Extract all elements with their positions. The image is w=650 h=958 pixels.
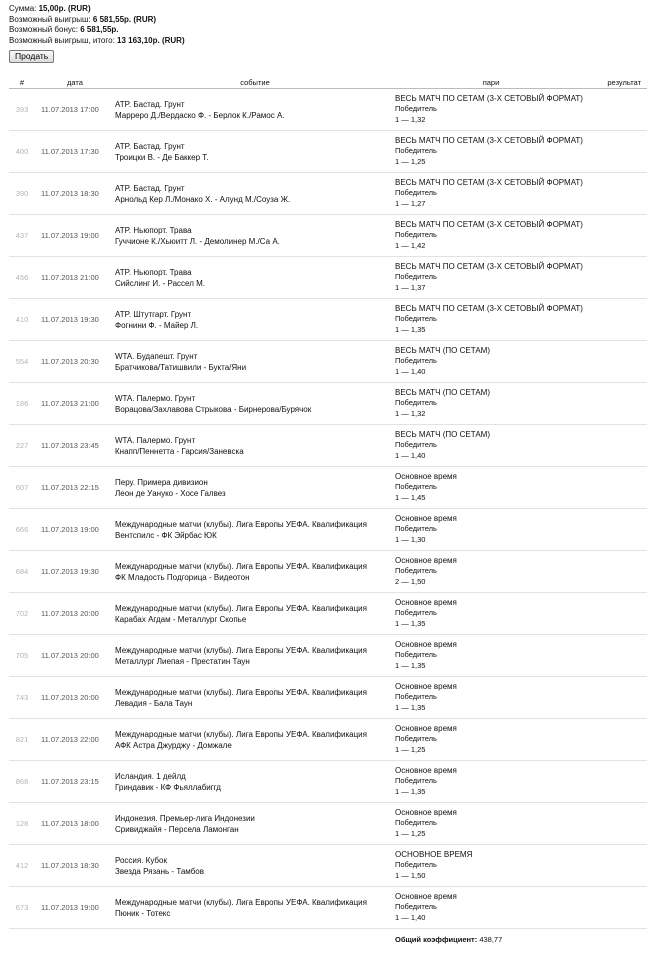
bet-odds: 1 — 1,25 [395, 828, 426, 838]
bet-outcome: Победитель [395, 860, 437, 870]
bet-market: Основное время [395, 555, 457, 565]
table-row [9, 89, 647, 131]
bet-outcome: Победитель [395, 356, 437, 366]
header-bet: пари [395, 76, 587, 89]
bet-event [115, 467, 395, 509]
bet-event [115, 761, 395, 803]
event-league: Международные матчи (клубы). Лига Европы УЕФА. Квалификация [115, 519, 367, 529]
event-teams: Троицки В. - Де Баккер Т. [115, 152, 209, 162]
bet-odds: 1 — 1,35 [395, 702, 426, 712]
table-row [9, 383, 647, 425]
event-teams: Металлург Лиепая - Престатин Таун [115, 656, 250, 666]
bet-market: ВЕСЬ МАТЧ (ПО СЕТАМ) [395, 345, 490, 355]
bet-market: Основное время [395, 471, 457, 481]
bet-result [587, 761, 647, 803]
event-league: Международные матчи (клубы). Лига Европы УЕФА. Квалификация [115, 603, 367, 613]
bet-details [395, 635, 587, 677]
bet-details [395, 509, 587, 551]
bet-outcome: Победитель [395, 188, 437, 198]
bet-number: 437 [9, 215, 35, 257]
bet-number: 868 [9, 761, 35, 803]
table-row [9, 131, 647, 173]
bet-number: 227 [9, 425, 35, 467]
bet-outcome: Победитель [395, 314, 437, 324]
event-league: ATP. Ньюпорт. Трава [115, 225, 192, 235]
bet-date: 11.07.2013 20:00 [35, 593, 115, 635]
event-teams: Гуччионе К./Хьюитт Л. - Демолинер М./Са А. [115, 236, 280, 246]
bet-market: Основное время [395, 723, 457, 733]
bet-outcome: Победитель [395, 566, 437, 576]
bet-odds: 1 — 1,35 [395, 618, 426, 628]
table-header-row [9, 76, 647, 89]
total-win-line [9, 36, 185, 47]
header-result: результат [587, 76, 647, 89]
event-league: ATP. Штутгарт. Грунт [115, 309, 192, 319]
bet-outcome: Победитель [395, 104, 437, 114]
bet-result [587, 257, 647, 299]
bet-market: ВЕСЬ МАТЧ ПО СЕТАМ (3-Х СЕТОВЫЙ ФОРМАТ) [395, 303, 583, 313]
bet-details [395, 887, 587, 929]
bet-number: 702 [9, 593, 35, 635]
bet-number: 554 [9, 341, 35, 383]
bet-event [115, 425, 395, 467]
stake-label: Сумма: [9, 4, 37, 13]
bet-details [395, 299, 587, 341]
bet-market: ВЕСЬ МАТЧ ПО СЕТАМ (3-Х СЕТОВЫЙ ФОРМАТ) [395, 93, 583, 103]
bet-event [115, 635, 395, 677]
bet-event [115, 887, 395, 929]
event-teams: Фогнини Ф. - Майер Л. [115, 320, 199, 330]
bet-date: 11.07.2013 18:00 [35, 803, 115, 845]
stake-line [9, 4, 185, 15]
event-league: Международные матчи (клубы). Лига Европы УЕФА. Квалификация [115, 897, 367, 907]
bet-event [115, 215, 395, 257]
bet-result [587, 89, 647, 131]
event-league: ATP. Бастад. Грунт [115, 99, 185, 109]
bet-details [395, 131, 587, 173]
event-teams: Сийслинг И. - Рассел М. [115, 278, 205, 288]
header-number: # [9, 76, 35, 89]
bet-odds: 1 — 1,35 [395, 324, 426, 334]
event-league: Международные матчи (клубы). Лига Европы УЕФА. Квалификация [115, 729, 367, 739]
bet-number: 705 [9, 635, 35, 677]
table-row [9, 677, 647, 719]
bet-details [395, 593, 587, 635]
table-row [9, 887, 647, 929]
possible-win-label: Возможный выигрыш: [9, 14, 91, 24]
event-league: WTA. Будапешт. Грунт [115, 351, 198, 361]
bet-date: 11.07.2013 20:00 [35, 635, 115, 677]
bets-table-body [9, 89, 647, 950]
event-teams: Левадия - Бала Таун [115, 698, 193, 708]
event-league: Международные матчи (клубы). Лига Европы УЕФА. Квалификация [115, 687, 367, 697]
bet-number: 743 [9, 677, 35, 719]
total-win-value: 13 163,10р. (RUR) [117, 35, 185, 45]
possible-bonus-line [9, 25, 185, 36]
bet-number: 666 [9, 509, 35, 551]
event-teams: Карабах Агдам - Металлург Скопье [115, 614, 247, 624]
bet-odds: 1 — 1,27 [395, 198, 426, 208]
event-teams: Вентспилс - ФК Эйрбас ЮК [115, 530, 217, 540]
event-teams: Звезда Рязань - Тамбов [115, 866, 204, 876]
bet-event [115, 299, 395, 341]
bet-outcome: Победитель [395, 902, 437, 912]
bet-details [395, 761, 587, 803]
event-league: WTA. Палермо. Грунт [115, 435, 196, 445]
bet-details [395, 677, 587, 719]
table-row [9, 509, 647, 551]
event-teams: Арнольд Кер Л./Монако Х. - Алунд М./Соуза Ж. [115, 194, 291, 204]
bet-market: Основное время [395, 639, 457, 649]
bet-result [587, 803, 647, 845]
bet-event [115, 131, 395, 173]
bet-number: 390 [9, 173, 35, 215]
bet-number: 821 [9, 719, 35, 761]
bet-market: ВЕСЬ МАТЧ (ПО СЕТАМ) [395, 429, 490, 439]
bet-outcome: Победитель [395, 482, 437, 492]
bet-outcome: Победитель [395, 230, 437, 240]
table-row [9, 845, 647, 887]
total-spacer-1 [9, 929, 35, 950]
bet-market: ВЕСЬ МАТЧ (ПО СЕТАМ) [395, 387, 490, 397]
bet-market: Основное время [395, 765, 457, 775]
bet-result [587, 551, 647, 593]
bet-date: 11.07.2013 17:00 [35, 89, 115, 131]
bet-outcome: Победитель [395, 272, 437, 282]
event-teams: Леон де Уануко - Хосе Галвез [115, 488, 226, 498]
table-row [9, 425, 647, 467]
bet-event [115, 383, 395, 425]
table-row [9, 173, 647, 215]
total-spacer-3 [115, 929, 395, 950]
bet-market: Основное время [395, 891, 457, 901]
header-date: дата [35, 76, 115, 89]
table-row [9, 551, 647, 593]
bet-event [115, 803, 395, 845]
table-row [9, 257, 647, 299]
bet-date: 11.07.2013 17:30 [35, 131, 115, 173]
header-event: событие [115, 76, 395, 89]
event-teams: Сривиджайя - Персела Ламонган [115, 824, 239, 834]
bet-number: 607 [9, 467, 35, 509]
bet-date: 11.07.2013 19:30 [35, 299, 115, 341]
bet-date: 11.07.2013 19:30 [35, 551, 115, 593]
bet-odds: 1 — 1,40 [395, 366, 426, 376]
event-teams: Пюник - Тотекс [115, 908, 171, 918]
bet-market: ВЕСЬ МАТЧ ПО СЕТАМ (3-Х СЕТОВЫЙ ФОРМАТ) [395, 219, 583, 229]
event-teams: Марреро Д./Вердаско Ф. - Берлок К./Рамос А. [115, 110, 285, 120]
bet-number: 410 [9, 299, 35, 341]
event-teams: ФК Младость Подгорица - Видеотон [115, 572, 250, 582]
bet-odds: 2 — 1,50 [395, 576, 426, 586]
bet-outcome: Победитель [395, 608, 437, 618]
bet-odds: 1 — 1,37 [395, 282, 426, 292]
bet-market: Основное время [395, 807, 457, 817]
event-teams: Братчикова/Татишвили - Букта/Яни [115, 362, 247, 372]
possible-win-line [9, 15, 185, 26]
bet-odds: 1 — 1,25 [395, 744, 426, 754]
total-row [9, 929, 647, 950]
event-league: WTA. Палермо. Грунт [115, 393, 196, 403]
bet-event [115, 89, 395, 131]
bet-outcome: Победитель [395, 818, 437, 828]
bet-odds: 1 — 1,30 [395, 534, 426, 544]
bet-event [115, 845, 395, 887]
bet-details [395, 173, 587, 215]
bet-odds: 1 — 1,35 [395, 786, 426, 796]
bet-details [395, 845, 587, 887]
bet-event [115, 719, 395, 761]
bet-details [395, 803, 587, 845]
bet-result [587, 425, 647, 467]
bet-event [115, 173, 395, 215]
event-league: Международные матчи (клубы). Лига Европы УЕФА. Квалификация [115, 645, 367, 655]
bet-result [587, 341, 647, 383]
event-league: ATP. Бастад. Грунт [115, 183, 185, 193]
bet-market: Основное время [395, 681, 457, 691]
bet-number: 393 [9, 89, 35, 131]
possible-win-value: 6 581,55р. (RUR) [92, 14, 157, 24]
sell-button[interactable]: Продать [9, 50, 54, 63]
bets-table [9, 76, 647, 949]
total-spacer-5 [587, 929, 647, 950]
event-league: Международные матчи (клубы). Лига Европы УЕФА. Квалификация [115, 561, 367, 571]
total-spacer-2 [35, 929, 115, 950]
bet-event [115, 341, 395, 383]
possible-bonus-label: Возможный бонус: [9, 25, 79, 35]
bet-details [395, 215, 587, 257]
bet-outcome: Победитель [395, 692, 437, 702]
bet-summary [9, 4, 185, 46]
bet-event [115, 677, 395, 719]
bet-result [587, 173, 647, 215]
bet-date: 11.07.2013 21:00 [35, 257, 115, 299]
bet-date: 11.07.2013 20:30 [35, 341, 115, 383]
bet-odds: 1 — 1,25 [395, 156, 426, 166]
table-row [9, 467, 647, 509]
bet-event [115, 551, 395, 593]
bet-details [395, 341, 587, 383]
bet-date: 11.07.2013 20:00 [35, 677, 115, 719]
total-coefficient [395, 929, 587, 950]
bet-odds: 1 — 1,40 [395, 450, 426, 460]
bet-date: 11.07.2013 22:15 [35, 467, 115, 509]
bet-date: 11.07.2013 23:45 [35, 425, 115, 467]
event-league: Исландия. 1 дейлд [115, 771, 186, 781]
event-league: Индонезия. Премьер-лига Индонезии [115, 813, 255, 823]
event-teams: Кнапп/Пеннетта - Гарсия/Заневска [115, 446, 244, 456]
total-coefficient-label: Общий коэффициент: [395, 934, 478, 944]
bet-date: 11.07.2013 21:00 [35, 383, 115, 425]
event-league: ATP. Бастад. Грунт [115, 141, 185, 151]
bet-odds: 1 — 1,35 [395, 660, 426, 670]
bet-date: 11.07.2013 19:00 [35, 215, 115, 257]
possible-bonus-value: 6 581,55р. [80, 25, 119, 35]
bet-odds: 1 — 1,42 [395, 240, 426, 250]
event-league: Россия. Кубок [115, 855, 167, 865]
bet-number: 400 [9, 131, 35, 173]
bet-event [115, 593, 395, 635]
bet-date: 11.07.2013 22:00 [35, 719, 115, 761]
bet-market: ВЕСЬ МАТЧ ПО СЕТАМ (3-Х СЕТОВЫЙ ФОРМАТ) [395, 177, 583, 187]
event-league: Перу. Примера дивизион [115, 477, 208, 487]
bet-result [587, 635, 647, 677]
bet-date: 11.07.2013 18:30 [35, 845, 115, 887]
table-row [9, 761, 647, 803]
total-coefficient-value: 438,77 [479, 934, 503, 944]
event-teams: Ворацова/Захлавова Стрыкова - Бирнерова/Бурячок [115, 404, 312, 414]
table-row [9, 635, 647, 677]
bet-date: 11.07.2013 23:15 [35, 761, 115, 803]
bet-number: 673 [9, 887, 35, 929]
bet-odds: 1 — 1,50 [395, 870, 426, 880]
bet-outcome: Победитель [395, 440, 437, 450]
bet-number: 684 [9, 551, 35, 593]
bet-details [395, 89, 587, 131]
bet-event [115, 509, 395, 551]
bet-market: ОСНОВНОЕ ВРЕМЯ [395, 849, 473, 859]
bet-result [587, 131, 647, 173]
bet-details [395, 257, 587, 299]
table-row [9, 299, 647, 341]
stake-value: 15,00р. (RUR) [38, 4, 91, 13]
bet-number: 412 [9, 845, 35, 887]
bet-outcome: Победитель [395, 146, 437, 156]
table-row [9, 593, 647, 635]
bet-result [587, 719, 647, 761]
bet-details [395, 551, 587, 593]
bet-result [587, 509, 647, 551]
bet-result [587, 299, 647, 341]
bet-result [587, 887, 647, 929]
table-row [9, 719, 647, 761]
table-row [9, 215, 647, 257]
bet-number: 128 [9, 803, 35, 845]
bet-result [587, 215, 647, 257]
bet-odds: 1 — 1,40 [395, 912, 426, 922]
bet-details [395, 383, 587, 425]
bet-date: 11.07.2013 19:00 [35, 509, 115, 551]
bet-result [587, 383, 647, 425]
table-row [9, 803, 647, 845]
bet-event [115, 257, 395, 299]
bet-date: 11.07.2013 19:00 [35, 887, 115, 929]
bet-market: Основное время [395, 513, 457, 523]
bet-result [587, 593, 647, 635]
bet-outcome: Победитель [395, 734, 437, 744]
event-teams: АФК Астра Джурджу - Домжале [115, 740, 232, 750]
bet-result [587, 467, 647, 509]
bet-date: 11.07.2013 18:30 [35, 173, 115, 215]
event-teams: Гриндавик - КФ Фьяллабиггд [115, 782, 221, 792]
bet-outcome: Победитель [395, 398, 437, 408]
bet-outcome: Победитель [395, 776, 437, 786]
bet-details [395, 467, 587, 509]
bet-market: ВЕСЬ МАТЧ ПО СЕТАМ (3-Х СЕТОВЫЙ ФОРМАТ) [395, 261, 583, 271]
bet-market: Основное время [395, 597, 457, 607]
bet-result [587, 845, 647, 887]
bet-odds: 1 — 1,45 [395, 492, 426, 502]
bet-number: 186 [9, 383, 35, 425]
bet-result [587, 677, 647, 719]
bet-odds: 1 — 1,32 [395, 114, 426, 124]
bet-number: 456 [9, 257, 35, 299]
bet-outcome: Победитель [395, 524, 437, 534]
bet-details [395, 425, 587, 467]
bet-odds: 1 — 1,32 [395, 408, 426, 418]
bet-outcome: Победитель [395, 650, 437, 660]
event-league: ATP. Ньюпорт. Трава [115, 267, 192, 277]
total-win-label: Возможный выигрыш, итого: [9, 35, 115, 45]
bet-market: ВЕСЬ МАТЧ ПО СЕТАМ (3-Х СЕТОВЫЙ ФОРМАТ) [395, 135, 583, 145]
table-row [9, 341, 647, 383]
bet-details [395, 719, 587, 761]
